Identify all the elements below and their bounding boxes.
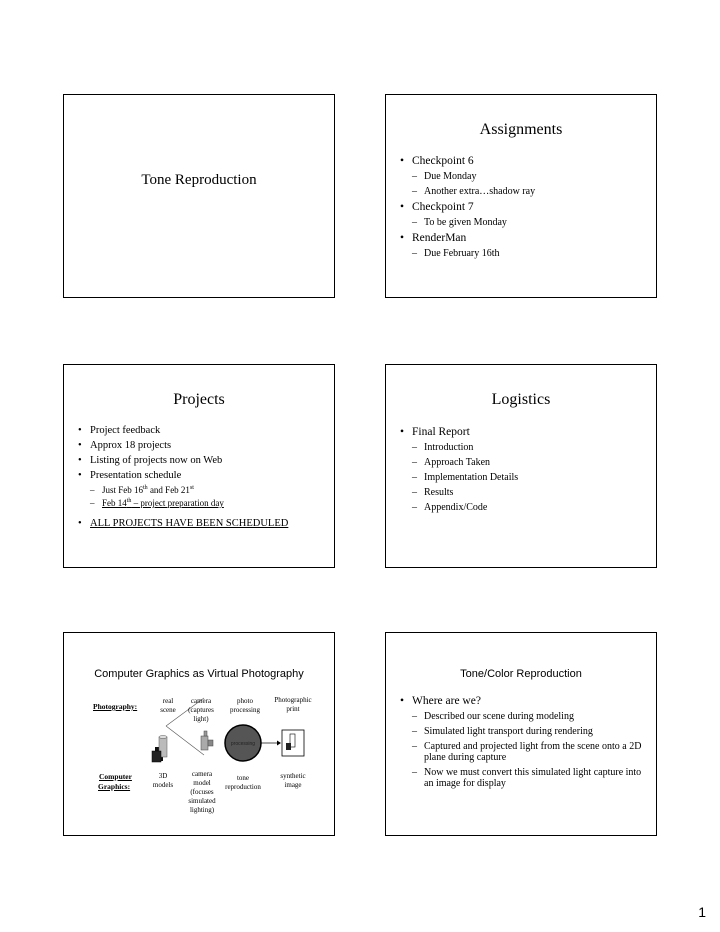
photography-label: Photography: xyxy=(93,702,138,711)
slide-title: Tone/Color Reproduction xyxy=(460,668,582,680)
sub-bullet: – Due Monday xyxy=(392,171,535,182)
tone-reproduction-label: tone reproduction xyxy=(225,774,261,791)
bullet: • Project feedback xyxy=(70,425,288,436)
slide-tone-reproduction xyxy=(63,94,335,298)
3d-model-box-front xyxy=(152,751,161,762)
view-line xyxy=(166,726,204,755)
bullet-list xyxy=(392,155,535,263)
bullet: • ALL PROJECTS HAVE BEEN SCHEDULED xyxy=(70,518,288,529)
photo-processing-label: photo processing xyxy=(230,697,260,714)
sub-bullet: – Feb 14th – project preparation day xyxy=(70,498,288,508)
sub-bullet: – Captured and projected light from the scene onto a 2D plane during capture xyxy=(392,741,648,763)
photographic-print-label: Photographic print xyxy=(274,696,312,713)
camera-captures-label: camera (captures light) xyxy=(188,697,214,723)
bullet-list xyxy=(70,425,288,533)
sub-bullet: – Just Feb 16th and Feb 21st xyxy=(70,485,288,495)
camera-icon xyxy=(201,736,208,750)
page-number: 1 xyxy=(698,904,706,920)
sub-bullet: – Simulated light transport during rendering xyxy=(392,726,648,737)
sub-bullet: – Results xyxy=(392,487,518,498)
slide-title: Tone Reproduction xyxy=(141,172,257,188)
synthetic-image-label: synthetic image xyxy=(280,772,306,789)
sub-bullet: – Due February 16th xyxy=(392,248,535,259)
sub-bullet: – Appendix/Code xyxy=(392,502,518,513)
bullet: • Listing of projects now on Web xyxy=(70,455,288,466)
bullet: • Where are we? xyxy=(392,695,648,707)
slide-title: Assignments xyxy=(479,121,563,138)
real-scene-label: real scene xyxy=(160,697,176,714)
bullet: • RenderMan xyxy=(392,232,535,244)
slide-title: Logistics xyxy=(491,391,551,408)
arrow-head xyxy=(277,741,281,746)
bullet: • Checkpoint 6 xyxy=(392,155,535,167)
processing-label: processing xyxy=(230,741,256,747)
slide-tone-color-reproduction xyxy=(385,632,657,836)
bullet-list xyxy=(392,426,518,517)
slide-title: Computer Graphics as Virtual Photography xyxy=(94,668,304,680)
3d-models-label: 3D models xyxy=(152,772,174,789)
bullet: • Final Report xyxy=(392,426,518,438)
slide-title: Projects xyxy=(173,391,225,408)
slide-virtual-photography xyxy=(63,632,335,836)
slide-assignments xyxy=(385,94,657,298)
bullet: • Presentation schedule xyxy=(70,470,288,481)
sub-bullet: – Described our scene during modeling xyxy=(392,711,648,722)
camera-model-label: camera model (focuses simulated lighting) xyxy=(188,770,216,814)
slide-logistics xyxy=(385,364,657,568)
computer-label: Computer xyxy=(99,772,132,781)
bullet-list xyxy=(392,695,648,793)
sub-bullet: – To be given Monday xyxy=(392,217,535,228)
sub-bullet: – Implementation Details xyxy=(392,472,518,483)
sub-bullet: – Another extra…shadow ray xyxy=(392,186,535,197)
slide-projects xyxy=(63,364,335,568)
bullet: • Approx 18 projects xyxy=(70,440,288,451)
graphics-label: Graphics: xyxy=(98,782,131,791)
sub-bullet: – Now we must convert this simulated light capture into an image for display xyxy=(392,767,648,789)
sub-bullet: – Introduction xyxy=(392,442,518,453)
sub-bullet: – Approach Taken xyxy=(392,457,518,468)
bullet: • Checkpoint 7 xyxy=(392,201,535,213)
